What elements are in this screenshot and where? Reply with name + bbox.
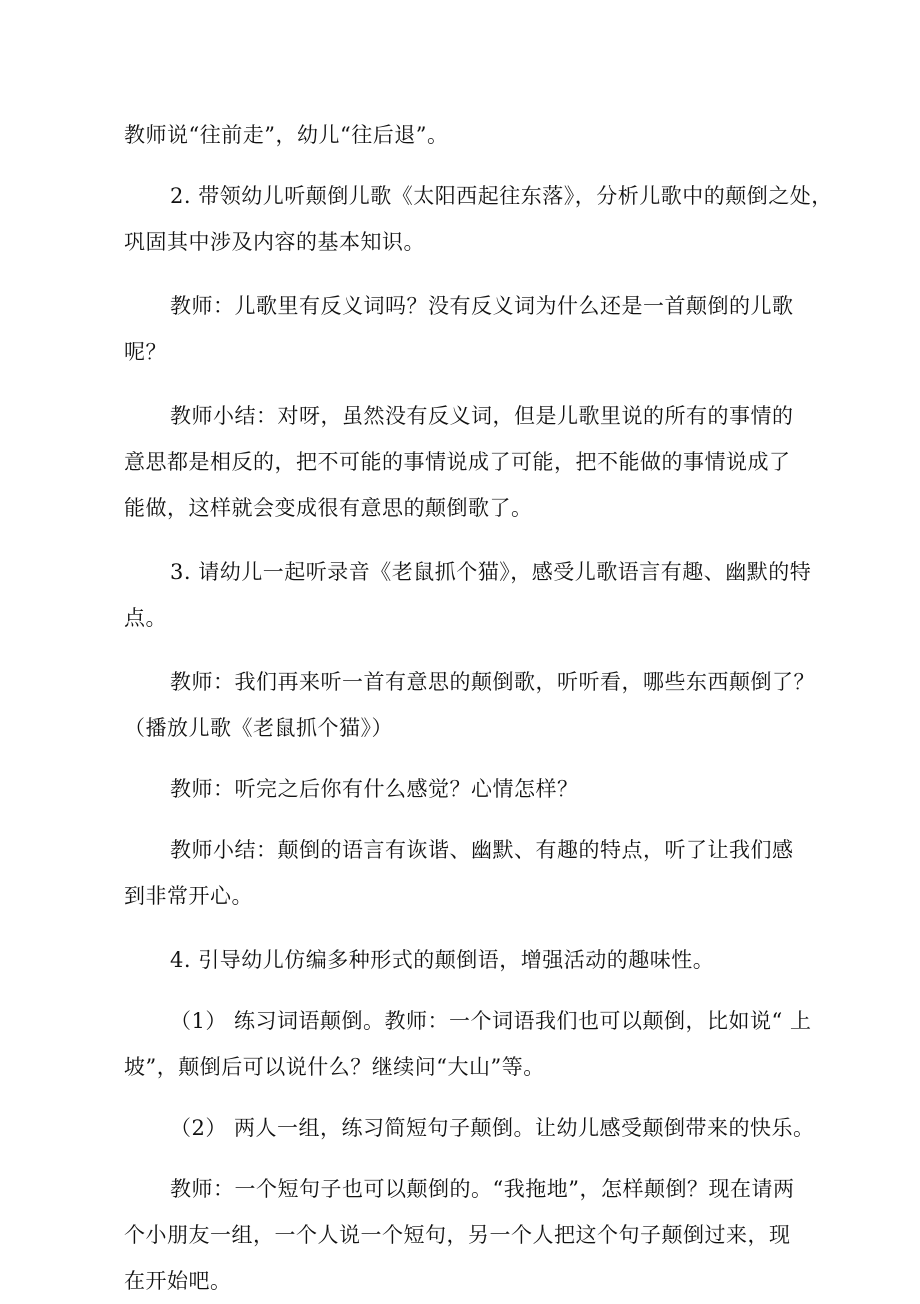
- text-line: 点。: [124, 606, 167, 630]
- text-line: 在开始吧。: [124, 1269, 232, 1293]
- text-line: 教师：听完之后你有什么感觉？心情怎样？: [170, 777, 579, 801]
- paragraph-teacher-summary-2: [124, 827, 804, 919]
- paragraph-teacher-question-2: [124, 659, 815, 751]
- text-line: 教师小结：对呀，虽然没有反义词，但是儿歌里说的所有的事情的: [170, 404, 794, 428]
- paragraph-teacher-question-1: [124, 283, 804, 375]
- text-line: 教师：一个短句子也可以颠倒的。“我拖地”，怎样颠倒？现在请两: [170, 1177, 795, 1201]
- text-line: 教师说“往前走”，幼儿“往后退”。: [124, 123, 449, 147]
- paragraph-step-2: [124, 173, 833, 265]
- text-line: 巩固其中涉及内容的基本知识。: [124, 230, 425, 254]
- text-line: 意思都是相反的，把不可能的事情说成了可能，把不能做的事情说成了: [124, 450, 791, 474]
- text-line: 教师：儿歌里有反义词吗？没有反义词为什么还是一首颠倒的儿歌: [170, 294, 794, 318]
- text-line: 能做，这样就会变成很有意思的颠倒歌了。: [124, 496, 533, 520]
- text-line: 呢？: [124, 340, 167, 364]
- paragraph-step-3: [124, 549, 812, 641]
- text-line: 到非常开心。: [124, 884, 253, 908]
- paragraph-substep-2: [124, 1105, 815, 1151]
- paragraph-substep-1: [124, 998, 812, 1090]
- text-line: 个小朋友一组，一个人说一个短句，另一个人把这个句子颠倒过来，现: [124, 1223, 791, 1247]
- text-line: 2. 带领幼儿听颠倒儿歌《太阳西起往东落》，分析儿歌中的颠倒之处，: [170, 184, 833, 208]
- text-line: 4. 引导幼儿仿编多种形式的颠倒语，增强活动的趣味性。: [170, 948, 715, 972]
- text-line: （1） 练习词语颠倒。教师：一个词语我们也可以颠倒，比如说“ 上: [170, 1009, 812, 1033]
- text-line: （2） 两人一组，练习简短句子颠倒。让幼儿感受颠倒带来的快乐。: [170, 1116, 815, 1140]
- text-line: 坡”，颠倒后可以说什么？继续问“大山”等。: [124, 1055, 545, 1079]
- document-body: [124, 112, 833, 1304]
- text-line: 教师小结：颠倒的语言有诙谐、幽默、有趣的特点，听了让我们感: [170, 838, 794, 862]
- paragraph-teacher-question-3: [124, 766, 804, 812]
- paragraph-teacher-summary-1: [124, 393, 804, 531]
- text-line: 教师：我们再来听一首有意思的颠倒歌，听听看，哪些东西颠倒了？: [170, 670, 815, 694]
- text-line: 3. 请幼儿一起听录音《老鼠抓个猫》，感受儿歌语言有趣、幽默的特: [170, 560, 812, 584]
- paragraph-step-4: [124, 937, 804, 983]
- text-line: （播放儿歌《老鼠抓个猫》）: [124, 716, 393, 740]
- paragraph-1: [124, 112, 804, 158]
- paragraph-teacher-question-4: [124, 1166, 804, 1304]
